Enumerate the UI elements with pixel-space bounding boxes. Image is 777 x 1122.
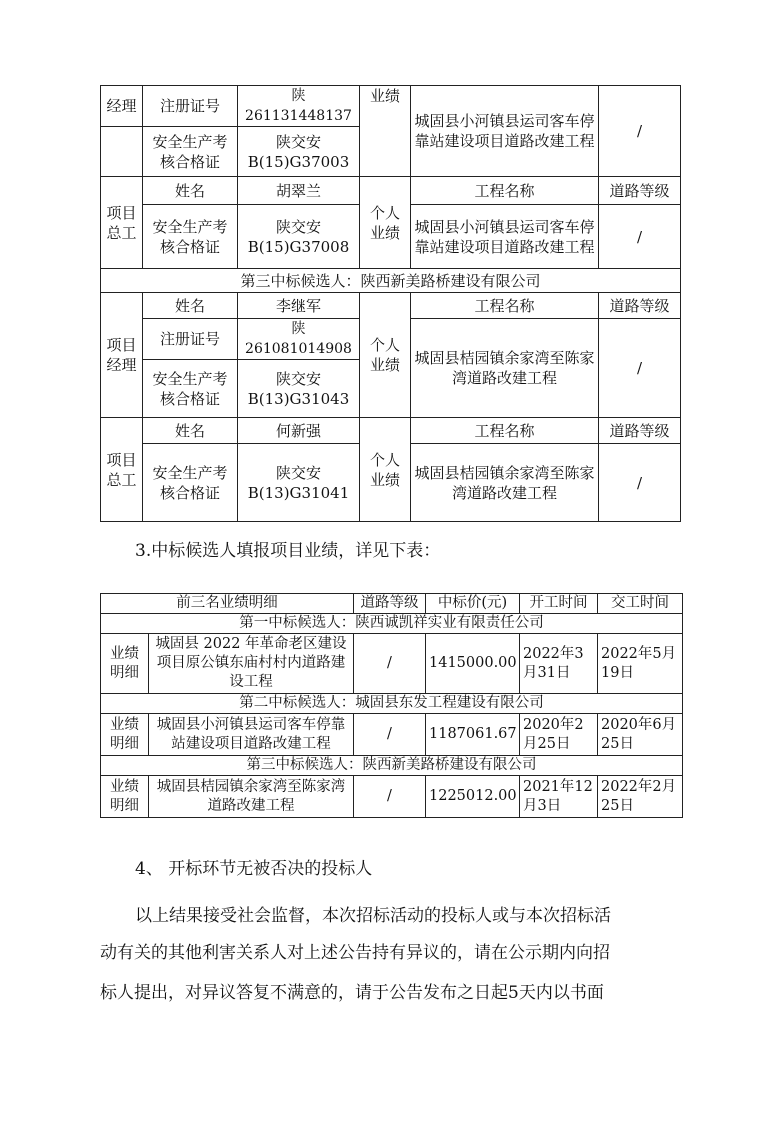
project-cell: 城固县 2022 年革命老区建设项目原公镇东庙村村内道路建设工程 — [149, 634, 354, 694]
project-cell: 城固县小河镇县运司客车停靠站建设项目道路改建工程 — [411, 205, 599, 269]
name-cell: 李继军 — [238, 293, 360, 319]
start-date-cell: 2022年3月31日 — [520, 634, 598, 694]
name-label-cell: 姓名 — [143, 418, 238, 444]
project-cell: 城固县桔园镇余家湾至陈家湾道路改建工程 — [149, 776, 354, 818]
perf-detail-label: 业绩明细 — [101, 714, 149, 756]
header-end: 交工时间 — [598, 594, 683, 614]
grade-cell: / — [599, 319, 681, 418]
proj-label-cell: 工程名称 — [411, 418, 599, 444]
third-candidate-header: 第三中标候选人：陕西新美路桥建设有限公司 — [101, 269, 681, 293]
proj-label-cell: 工程名称 — [411, 293, 599, 319]
grade-cell: / — [354, 634, 426, 694]
section-3-heading: 3.中标候选人填报项目业绩，详见下表： — [135, 541, 441, 561]
grade-cell: / — [354, 714, 426, 756]
project-cell: 城固县桔园镇余家湾至陈家湾道路改建工程 — [411, 319, 599, 418]
reg-label-cell: 注册证号 — [143, 86, 238, 127]
perf-detail-label: 业绩明细 — [101, 634, 149, 694]
project-cell: 城固县小河镇县运司客车停靠站建设项目道路改建工程 — [411, 86, 599, 177]
safety-cert-cell: 陕交安B(15)G37003 — [238, 127, 360, 177]
candidate-header: 第一中标候选人：陕西诚凯祥实业有限责任公司 — [101, 614, 683, 634]
body-paragraph-line: 标人提出，对异议答复不满意的，请于公告发布之日起5天内以书面 — [100, 983, 604, 1003]
safety-cert-cell: 陕交安B(13)G31041 — [238, 444, 360, 522]
start-date-cell: 2020年2月25日 — [520, 714, 598, 756]
price-cell: 1415000.00 — [426, 634, 520, 694]
price-cell: 1187061.67 — [426, 714, 520, 756]
reg-no-cell: 陕261081014908 — [238, 319, 360, 360]
project-cell: 城固县桔园镇余家湾至陈家湾道路改建工程 — [411, 444, 599, 522]
project-cell: 城固县小河镇县运司客车停靠站建设项目道路改建工程 — [149, 714, 354, 756]
body-paragraph-line: 动有关的其他利害关系人对上述公告持有异议的，请在公示期内向招 — [100, 943, 610, 963]
name-label-cell: 姓名 — [143, 293, 238, 319]
grade-cell: / — [354, 776, 426, 818]
blank-cell — [101, 127, 143, 177]
reg-label-cell: 注册证号 — [143, 319, 238, 360]
perf-detail-label: 业绩明细 — [101, 776, 149, 818]
safety-label-cell: 安全生产考核合格证 — [143, 127, 238, 177]
perf-label-cell: 业绩 — [360, 86, 411, 177]
safety-cert-cell: 陕交安B(13)G31043 — [238, 360, 360, 418]
grade-cell: / — [599, 444, 681, 522]
manager-role-cell: 项目经理 — [101, 293, 143, 418]
header-grade: 道路等级 — [354, 594, 426, 614]
reg-no-cell: 陕261131448137 — [238, 86, 360, 127]
grade-cell: / — [599, 86, 681, 177]
header-start: 开工时间 — [520, 594, 598, 614]
chief-role-cell: 项目总工 — [101, 177, 143, 269]
perf-label-cell: 个人业绩 — [360, 418, 411, 522]
start-date-cell: 2021年12月3日 — [520, 776, 598, 818]
section-4-heading: 4、 开标环节无被否决的投标人 — [135, 859, 373, 879]
body-paragraph-line: 以上结果接受社会监督，本次招标活动的投标人或与本次招标活 — [135, 906, 611, 926]
grade-label-cell: 道路等级 — [599, 418, 681, 444]
name-cell: 何新强 — [238, 418, 360, 444]
end-date-cell: 2022年5月19日 — [598, 634, 683, 694]
proj-label-cell: 工程名称 — [411, 177, 599, 205]
end-date-cell: 2020年6月25日 — [598, 714, 683, 756]
price-cell: 1225012.00 — [426, 776, 520, 818]
header-detail: 前三名业绩明细 — [101, 594, 354, 614]
performance-detail-table — [100, 593, 683, 818]
grade-label-cell: 道路等级 — [599, 293, 681, 319]
candidate-header: 第三中标候选人：陕西新美路桥建设有限公司 — [101, 756, 683, 776]
perf-label-cell: 个人业绩 — [360, 177, 411, 269]
candidate-personnel-table — [100, 85, 681, 522]
safety-label-cell: 安全生产考核合格证 — [143, 205, 238, 269]
end-date-cell: 2022年2月25日 — [598, 776, 683, 818]
grade-label-cell: 道路等级 — [599, 177, 681, 205]
name-cell: 胡翠兰 — [238, 177, 360, 205]
name-label-cell: 姓名 — [143, 177, 238, 205]
manager-role-cell: 经理 — [101, 86, 143, 127]
candidate-header: 第二中标候选人：城固县东发工程建设有限公司 — [101, 694, 683, 714]
safety-cert-cell: 陕交安B(15)G37008 — [238, 205, 360, 269]
safety-label-cell: 安全生产考核合格证 — [143, 360, 238, 418]
grade-cell: / — [599, 205, 681, 269]
header-price: 中标价(元) — [426, 594, 520, 614]
perf-label-cell: 个人业绩 — [360, 293, 411, 418]
safety-label-cell: 安全生产考核合格证 — [143, 444, 238, 522]
chief-role-cell: 项目总工 — [101, 418, 143, 522]
